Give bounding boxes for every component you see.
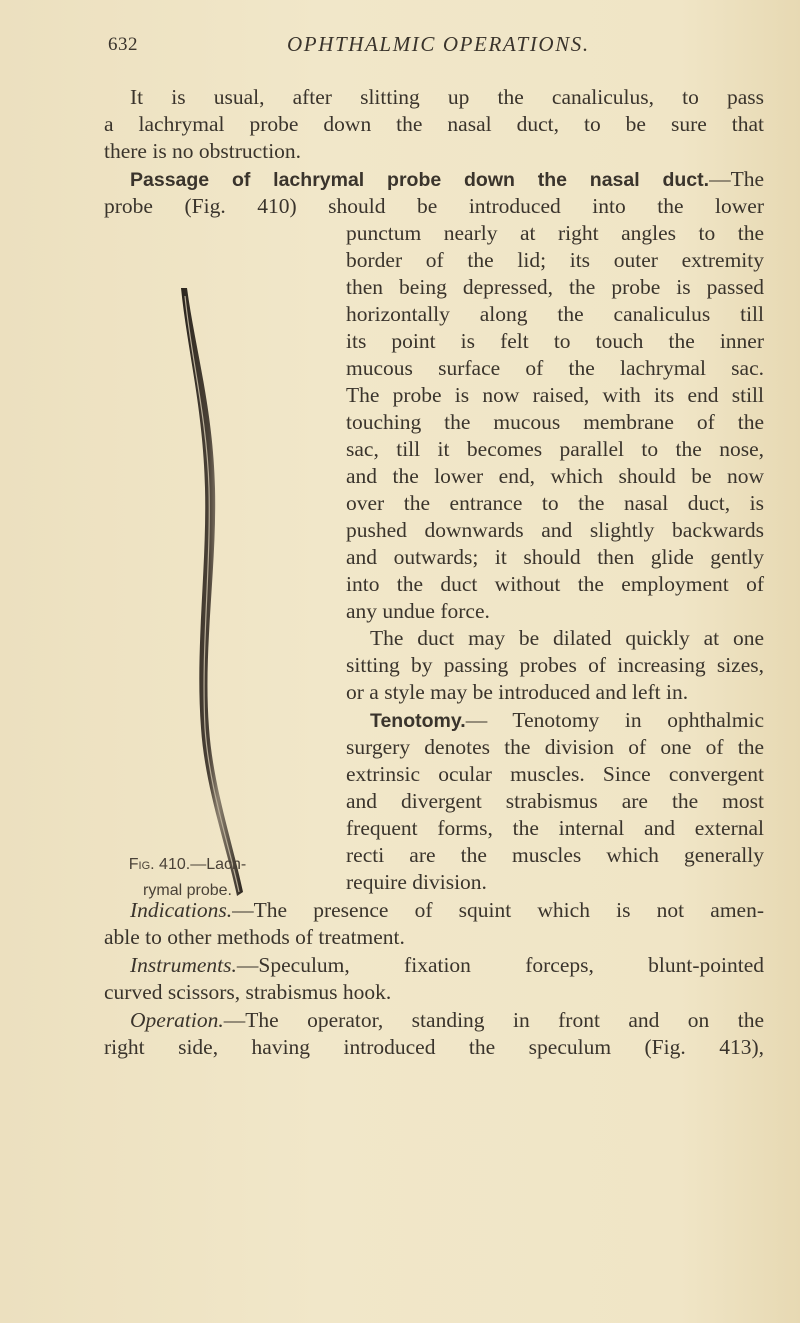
text-line: mucous surface of the lachrymal sac.: [346, 356, 764, 380]
text-line: require division.: [346, 870, 487, 894]
text-line: or a style may be introduced and left in.: [346, 680, 689, 704]
text-line: The probe is now raised, with its end still: [346, 383, 764, 407]
caption-line1: —Lach-: [190, 856, 247, 873]
text-line: punctum nearly at right angles to the: [346, 221, 764, 245]
section-heading-passage: Passage of lachrymal probe down the nasal duct.: [130, 169, 710, 191]
page-number: 632: [108, 34, 138, 55]
page-header: [0, 26, 800, 60]
text-line: It is usual, after slitting up the canaliculus, to pass: [130, 85, 764, 109]
tenotomy-text: — Tenotomy in ophthalmic: [465, 708, 764, 732]
text-line: then being depressed, the probe is passed: [346, 275, 764, 299]
text-line: there is no obstruction.: [104, 139, 302, 163]
text-line: surgery denotes the division of one of the: [346, 735, 764, 759]
section-heading-tenotomy: Tenotomy.: [370, 710, 466, 732]
text-line: probe (Fig. 410) should be introduced into the lower: [104, 194, 764, 218]
text-line: touching the mucous membrane of the: [346, 410, 764, 434]
probe-highlight: [185, 296, 239, 892]
text-line: its point is felt to touch the inner: [346, 329, 764, 353]
text-line: and the lower end, which should be now: [346, 464, 764, 488]
indications-text: —The presence of squint which is not amen-: [232, 898, 764, 922]
text-line: right side, having introduced the speculum (Fig. 413),: [104, 1035, 764, 1059]
indications-label: Indications.: [130, 898, 233, 922]
probe-shaft: [181, 288, 243, 896]
text-line: [130, 1007, 764, 1034]
text-line: curved scissors, strabismus hook.: [104, 980, 392, 1004]
text-line: sitting by passing probes of increasing sizes,: [346, 653, 764, 677]
text-line: over the entrance to the nasal duct, is: [346, 491, 764, 515]
heading-dash: —The: [709, 167, 764, 191]
caption-line2: rymal probe.: [143, 882, 232, 899]
text-line: a lachrymal probe down the nasal duct, to be sure that: [104, 112, 764, 136]
instruments-text: —Speculum, fixation forceps, blunt-pointed: [236, 953, 764, 977]
text-line: extrinsic ocular muscles. Since convergent: [346, 762, 764, 786]
text-line: recti are the muscles which generally: [346, 843, 764, 867]
text-line: [370, 707, 764, 735]
running-title: OPHTHALMIC OPERATIONS.: [287, 32, 590, 56]
operation-text: —The operator, standing in front and on the: [223, 1008, 764, 1032]
text-line: any undue force.: [346, 599, 490, 623]
text-line: able to other methods of treatment.: [104, 925, 405, 949]
instruments-label: Instruments.: [130, 953, 237, 977]
text-line: sac, till it becomes parallel to the nose,: [346, 437, 764, 461]
text-line: frequent forms, the internal and external: [346, 816, 764, 840]
text-line: [130, 952, 764, 979]
figure-caption: [100, 852, 275, 904]
text-line: pushed downwards and slightly backwards: [346, 518, 764, 542]
text-line: and divergent strabismus are the most: [346, 789, 764, 813]
text-line: border of the lid; its outer extremity: [346, 248, 764, 272]
text-line: and outwards; it should then glide gently: [346, 545, 764, 569]
text-line: horizontally along the canaliculus till: [346, 302, 764, 326]
lachrymal-probe-illustration: [165, 288, 245, 908]
operation-label: Operation.: [130, 1008, 224, 1032]
text-line: The duct may be dilated quickly at one: [370, 626, 764, 650]
figure-label: Fig. 410.: [128, 856, 191, 873]
text-line: into the duct without the employment of: [346, 572, 764, 596]
section-heading-line: [130, 166, 764, 194]
